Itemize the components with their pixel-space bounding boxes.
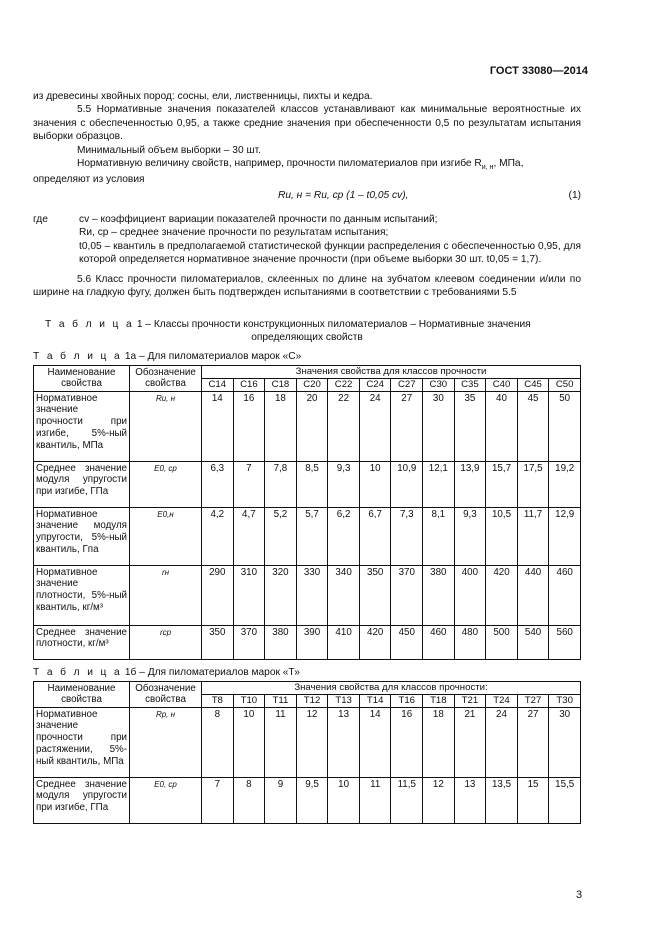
property-name: Нормативное значение прочности при растяжении, 5%-ный квантиль, МПа [34, 707, 130, 777]
paragraph-5-6: 5.6 Класс прочности пиломатериалов, склеенных по длине на зубчатом клеевом соединении и/или по ширине на гладкую фугу, должен быть подтвержден испытаниями в соответствии с требованиями 5.5 [33, 273, 581, 299]
header-symbol: Обозначение свойства [130, 366, 202, 392]
value-cell: 450 [391, 625, 423, 659]
caption-label: Т а б л и ц а [33, 667, 123, 678]
class-header: Т13 [328, 694, 360, 707]
page-number: 3 [576, 889, 583, 901]
table-1a [33, 365, 581, 660]
value-cell: 45 [517, 391, 549, 461]
class-header: Т12 [296, 694, 328, 707]
value-cell: 8,1 [423, 507, 455, 565]
value-cell: 410 [328, 625, 360, 659]
class-header: Т30 [549, 694, 581, 707]
definitions [33, 213, 581, 267]
value-cell: 4,2 [202, 507, 234, 565]
property-symbol: Rи, н [130, 391, 202, 461]
caption-text: 1а – Для пиломатериалов марок «С» [122, 351, 302, 362]
table-row [34, 461, 581, 507]
value-cell: 320 [265, 565, 297, 625]
value-cell: 14 [202, 391, 234, 461]
value-cell: 14 [359, 707, 391, 777]
value-cell: 20 [296, 391, 328, 461]
class-header: С50 [549, 378, 581, 391]
definition-cv [33, 213, 581, 226]
property-symbol: rн [130, 565, 202, 625]
value-cell: 30 [423, 391, 455, 461]
table-row [34, 391, 581, 461]
definition-rcp [33, 226, 581, 239]
value-cell: 6,2 [328, 507, 360, 565]
value-cell: 11,7 [517, 507, 549, 565]
class-header: Т27 [517, 694, 549, 707]
class-header: Т18 [423, 694, 455, 707]
value-cell: 11 [359, 777, 391, 823]
value-cell: 50 [549, 391, 581, 461]
value-cell: 7,8 [265, 461, 297, 507]
value-cell: 560 [549, 625, 581, 659]
value-cell: 460 [423, 625, 455, 659]
value-cell: 9,3 [454, 507, 486, 565]
caption-line-2: определяющих свойств [251, 332, 363, 344]
spacer [33, 226, 79, 239]
table-1a-caption [33, 350, 301, 363]
value-cell: 8 [233, 777, 265, 823]
property-symbol: Rр, н [130, 707, 202, 777]
value-cell: 7,3 [391, 507, 423, 565]
caption-line [33, 318, 581, 331]
value-cell: 10,5 [486, 507, 518, 565]
value-cell: 400 [454, 565, 486, 625]
table-1-caption [33, 318, 581, 345]
value-cell: 27 [391, 391, 423, 461]
value-cell: 24 [359, 391, 391, 461]
value-cell: 370 [233, 625, 265, 659]
property-name: Среднее значение модуля упругости при изгибе, ГПа [34, 777, 130, 823]
value-cell: 330 [296, 565, 328, 625]
class-header: С40 [486, 378, 518, 391]
value-cell: 18 [265, 391, 297, 461]
value-cell: 7 [202, 777, 234, 823]
value-cell: 10 [359, 461, 391, 507]
header-name: Наименование свойства [34, 682, 130, 708]
class-header: С16 [233, 378, 265, 391]
value-cell: 10 [233, 707, 265, 777]
value-cell: 15,7 [486, 461, 518, 507]
caption-label: Т а б л и ц а [45, 319, 135, 330]
value-cell: 40 [486, 391, 518, 461]
paragraph-strength-cont: определяют из условия [33, 173, 145, 185]
header-values: Значения свойства для классов прочности [202, 366, 581, 379]
value-cell: 460 [549, 565, 581, 625]
property-symbol: E0, ср [130, 461, 202, 507]
value-cell: 18 [423, 707, 455, 777]
table-1b [33, 681, 581, 824]
property-symbol: E0, ср [130, 777, 202, 823]
value-cell: 17,5 [517, 461, 549, 507]
value-cell: 8,5 [296, 461, 328, 507]
property-name: Среднее значение плотности, кг/м³ [34, 625, 130, 659]
class-header: С30 [423, 378, 455, 391]
value-cell: 9,3 [328, 461, 360, 507]
paragraph: из древесины хвойных пород: сосны, ели, лиственницы, пихты и кедра. [33, 91, 373, 102]
property-symbol: rср [130, 625, 202, 659]
value-cell: 290 [202, 565, 234, 625]
value-cell: 420 [359, 625, 391, 659]
value-cell: 420 [486, 565, 518, 625]
value-cell: 4,7 [233, 507, 265, 565]
value-cell: 13,5 [486, 777, 518, 823]
property-name: Нормативное значение прочности при изгибе, 5%-ный квантиль, МПа [34, 391, 130, 461]
property-symbol: E0,н [130, 507, 202, 565]
value-cell: 390 [296, 625, 328, 659]
class-header: Т8 [202, 694, 234, 707]
value-cell: 15 [517, 777, 549, 823]
value-cell: 5,2 [265, 507, 297, 565]
value-cell: 11 [265, 707, 297, 777]
value-cell: 19,2 [549, 461, 581, 507]
value-cell: 22 [328, 391, 360, 461]
table-row [34, 507, 581, 565]
caption-text: 1б – Для пиломатериалов марок «Т» [122, 667, 300, 678]
definition-text: t0,05 – квантиль в предполагаемой статистической функции распределения с обеспеченностью 0,95, для которой определяется нормативное значение прочности (при объеме выборки 30 шт. t0,05 = 1,7). [79, 240, 581, 266]
value-cell: 380 [423, 565, 455, 625]
property-name: Нормативное значение плотности, 5%-ный квантиль, кг/м³ [34, 565, 130, 625]
value-cell: 15,5 [549, 777, 581, 823]
class-header: С24 [359, 378, 391, 391]
paragraph-strength [33, 157, 581, 172]
class-header: С27 [391, 378, 423, 391]
value-cell: 11,5 [391, 777, 423, 823]
value-cell: 500 [486, 625, 518, 659]
value-cell: 12,9 [549, 507, 581, 565]
value-cell: 5,7 [296, 507, 328, 565]
document-number: ГОСТ 33080—2014 [489, 65, 588, 77]
table-row [34, 565, 581, 625]
property-name: Нормативное значение модуля упругости, 5%-ный квантиль, Гпа [34, 507, 130, 565]
table-row [34, 625, 581, 659]
table-row [34, 707, 581, 777]
value-cell: 12 [423, 777, 455, 823]
formula-number: (1) [568, 189, 581, 201]
value-cell: 24 [486, 707, 518, 777]
value-cell: 13 [454, 777, 486, 823]
value-cell: 350 [359, 565, 391, 625]
value-cell: 6,3 [202, 461, 234, 507]
value-cell: 12 [296, 707, 328, 777]
caption-label: Т а б л и ц а [33, 351, 123, 362]
value-cell: 21 [454, 707, 486, 777]
class-header: Т24 [486, 694, 518, 707]
header-name: Наименование свойства [34, 366, 130, 392]
value-cell: 13,9 [454, 461, 486, 507]
value-cell: 16 [391, 707, 423, 777]
class-header: С45 [517, 378, 549, 391]
value-cell: 440 [517, 565, 549, 625]
formula [33, 189, 581, 205]
class-header: Т21 [454, 694, 486, 707]
value-cell: 340 [328, 565, 360, 625]
value-cell: 12,1 [423, 461, 455, 507]
value-cell: 10,9 [391, 461, 423, 507]
value-cell: 480 [454, 625, 486, 659]
spacer [33, 240, 79, 267]
value-cell: 350 [202, 625, 234, 659]
value-cell: 16 [233, 391, 265, 461]
class-header: Т10 [233, 694, 265, 707]
paragraph-5-5: 5.5 Нормативные значения показателей классов устанавливают как минимальные вероятностные их значения с обеспеченностью 0,95, а также средние значения при обеспеченности 0,5 по результатам испытания выборки образцов. [33, 104, 581, 143]
value-cell: 540 [517, 625, 549, 659]
class-header: С18 [265, 378, 297, 391]
header-values: Значения свойства для классов прочности: [202, 682, 581, 695]
body-text [33, 90, 581, 300]
class-header: С22 [328, 378, 360, 391]
value-cell: 35 [454, 391, 486, 461]
value-cell: 370 [391, 565, 423, 625]
table-row [34, 777, 581, 823]
value-cell: 27 [517, 707, 549, 777]
caption-text: 1 – Классы прочности конструкционных пиломатериалов – Нормативные значения [134, 319, 531, 330]
subscript: и, н [481, 164, 494, 172]
text: , МПа, [493, 158, 524, 170]
value-cell: 7 [233, 461, 265, 507]
value-cell: 8 [202, 707, 234, 777]
value-cell: 10 [328, 777, 360, 823]
where-label: где [33, 213, 48, 225]
class-header: Т11 [265, 694, 297, 707]
value-cell: 9,5 [296, 777, 328, 823]
value-cell: 310 [233, 565, 265, 625]
definition-t [33, 240, 581, 267]
definition-text: cv – коэффициент вариации показателей прочности по данным испытаний; [79, 213, 438, 225]
class-header: Т14 [359, 694, 391, 707]
formula-text: Rи, н = Rи, ср (1 – t0,05 cv), [278, 189, 409, 201]
class-header: С35 [454, 378, 486, 391]
text: Нормативную величину свойств, например, прочности пиломатериалов при изгибе R [77, 158, 482, 170]
property-name: Среднее значение модуля упругости при изгибе, ГПа [34, 461, 130, 507]
table-1b-caption [33, 666, 300, 679]
class-header: С14 [202, 378, 234, 391]
definition-text: Rи, ср – среднее значение прочности по результатам испытания; [79, 227, 389, 239]
value-cell: 380 [265, 625, 297, 659]
paragraph-sample-size: Минимальный объем выборки – 30 шт. [77, 144, 261, 156]
value-cell: 6,7 [359, 507, 391, 565]
value-cell: 30 [549, 707, 581, 777]
value-cell: 9 [265, 777, 297, 823]
value-cell: 13 [328, 707, 360, 777]
header-symbol: Обозначение свойства [130, 682, 202, 708]
class-header: С20 [296, 378, 328, 391]
class-header: Т16 [391, 694, 423, 707]
